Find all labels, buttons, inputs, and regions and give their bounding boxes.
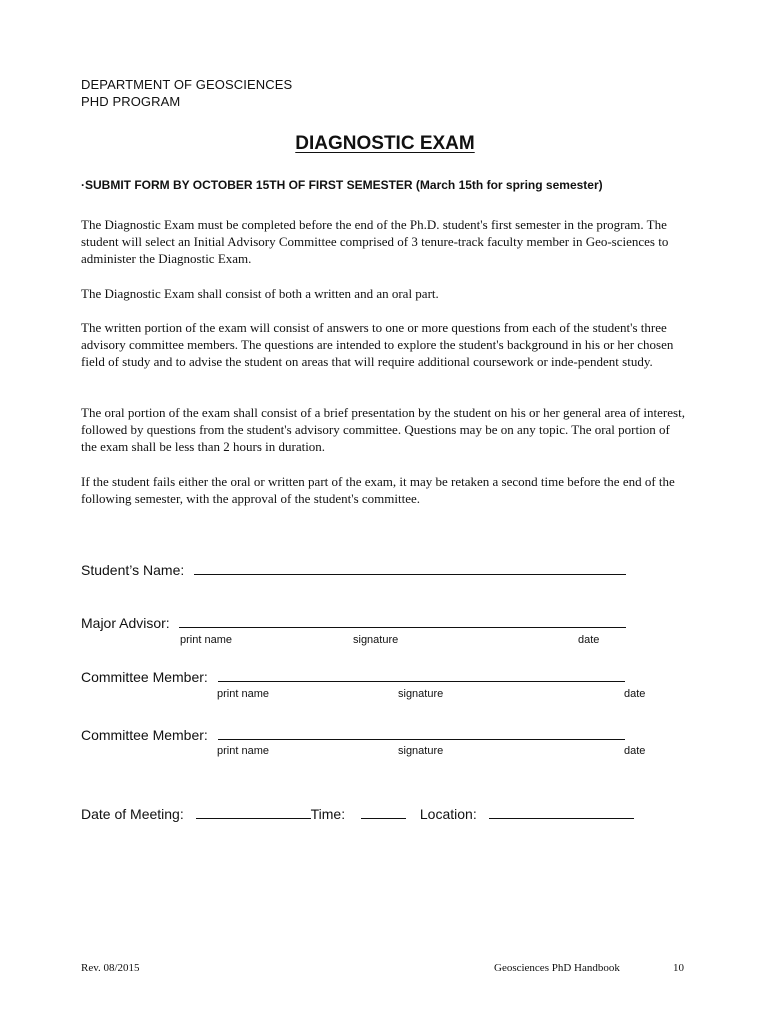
committee-member-2-signature-caption: signature [398, 745, 444, 757]
submit-notice: ·SUBMIT FORM BY OCTOBER 15TH OF FIRST SEMESTER (March 15th for spring semester) [81, 178, 603, 192]
major-advisor-signature-caption: signature [353, 634, 399, 646]
location-label: Location: [419, 806, 477, 822]
paragraph-completion: The Diagnostic Exam must be completed before the end of the Ph.D. student's first semester in the program. The student will select an Initial Advisory Committee comprised of 3 tenure-track faculty member in Geo-sciences to administer the Diagnostic Exam. [81, 217, 669, 266]
committee-member-1-row [81, 668, 625, 685]
student-name-row [81, 561, 626, 578]
paragraph-retake: If the student fails either the oral or written part of the exam, it may be retaken a second time before the end of the following semester, with the approval of the student's committee. [81, 474, 675, 506]
major-advisor-field[interactable] [179, 614, 626, 628]
student-name-field[interactable] [194, 561, 626, 575]
footer-handbook-title: Geosciences PhD Handbook [494, 962, 620, 974]
student-name-label: Student’s Name: [81, 562, 185, 578]
footer-page-number: 10 [673, 962, 684, 974]
committee-member-2-date-caption: date [624, 745, 646, 757]
paragraph-written-portion: The written portion of the exam will consist of answers to one or more questions from each of the student's three advisory committee members. The questions are intended to explore the student's background in his or her chosen field of study and to advise the student on areas that will require additional coursework or inde-pendent study. [81, 320, 674, 369]
committee-member-1-field[interactable] [218, 668, 625, 682]
paragraph-oral-portion: The oral portion of the exam shall consist of a brief presentation by the student on his or her general area of interest, followed by questions from the student's advisory committee. Questions may be on any topic. The oral portion of the exam shall be less than 2 hours in duration. [81, 405, 685, 454]
major-advisor-print-name-caption: print name [180, 634, 232, 646]
committee-member-1-signature-caption: signature [398, 688, 444, 700]
committee-member-2-label: Committee Member: [81, 727, 208, 743]
committee-member-1-label: Committee Member: [81, 669, 208, 685]
major-advisor-label: Major Advisor: [81, 615, 170, 631]
department-header [81, 76, 292, 110]
footer-revision: Rev. 08/2015 [81, 962, 140, 974]
meeting-details-row [81, 805, 634, 822]
committee-member-2-print-name-caption: print name [217, 745, 269, 757]
time-field[interactable] [361, 805, 406, 819]
time-label: Time: [310, 806, 346, 822]
document-title: DIAGNOSTIC EXAM [295, 133, 475, 154]
major-advisor-date-caption: date [578, 634, 600, 646]
committee-member-1-date-caption: date [624, 688, 646, 700]
committee-member-2-field[interactable] [218, 726, 625, 740]
program-name: PHD PROGRAM [81, 94, 181, 109]
date-of-meeting-field[interactable] [196, 805, 311, 819]
committee-member-1-print-name-caption: print name [217, 688, 269, 700]
location-field[interactable] [489, 805, 634, 819]
department-name: DEPARTMENT OF GEOSCIENCES [81, 77, 293, 92]
paragraph-parts: The Diagnostic Exam shall consist of both a written and an oral part. [81, 286, 439, 301]
committee-member-2-row [81, 726, 625, 743]
date-of-meeting-label: Date of Meeting: [81, 806, 184, 822]
major-advisor-row [81, 614, 626, 631]
